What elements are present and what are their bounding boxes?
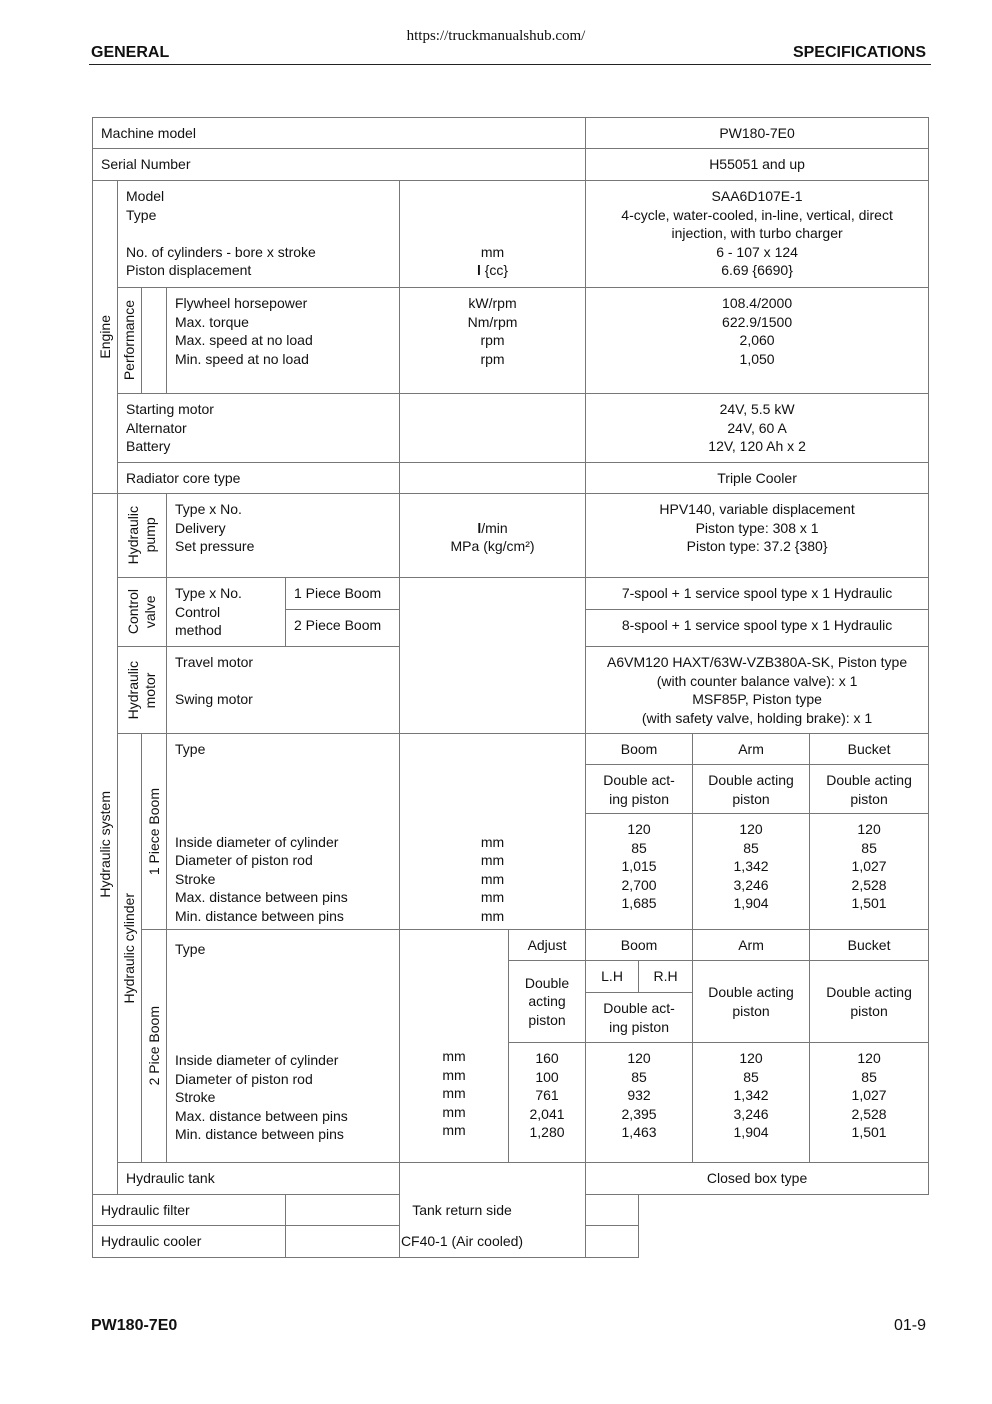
- pump-values: HPV140, variable displacement Piston type: 308 x 1 Piston type: 37.2 {380}: [586, 494, 929, 578]
- one-piece-header-boom: Boom: [586, 734, 693, 765]
- engine-spec-labels: Model Type No. of cylinders - bore x stroke Piston displacement: [118, 181, 400, 288]
- source-url: https://truckmanualshub.com/: [406, 28, 586, 44]
- section-title: GENERAL: [91, 44, 170, 61]
- performance-spacer: [142, 288, 167, 394]
- two-piece-values-bucket: 120 85 1,027 2,528 1,501: [810, 1043, 929, 1163]
- two-piece-labels: Type Inside diameter of cylinder Diameter of piston rod Stroke Max. distance between pins Min. distance between pins: [167, 930, 400, 1163]
- two-piece-header-bucket: Bucket: [810, 930, 929, 961]
- engine-spec-units: mm l {cc}: [400, 181, 586, 288]
- pump-units: l/min MPa (kg/cm²): [400, 494, 586, 578]
- table-row: [93, 734, 929, 765]
- valve-group-label: Control valve: [118, 578, 167, 647]
- engine-spec-values: SAA6D107E-1 4-cycle, water-cooled, in-line, vertical, direct injection, with turbo charger 6 - 107 x 124 6.69 {6690}: [586, 181, 929, 288]
- table-row: [93, 1226, 929, 1258]
- performance-values: 108.4/2000 622.9/1500 2,060 1,050: [586, 288, 929, 394]
- performance-units: kW/rpm Nm/rpm rpm rpm: [400, 288, 586, 394]
- electric-labels: Starting motor Alternator Battery: [118, 394, 400, 463]
- filter-value: Tank return side: [286, 1195, 639, 1226]
- tank-label: Hydraulic tank: [118, 1163, 400, 1195]
- performance-group-label: Performance: [118, 288, 142, 394]
- one-piece-values-bucket: 120 85 1,027 2,528 1,501: [810, 814, 929, 930]
- two-piece-header-adjust: Adjust: [509, 930, 586, 961]
- valve-value-1piece: 7-spool + 1 service spool type x 1 Hydraulic: [586, 578, 929, 610]
- one-piece-values-arm: 120 85 1,342 3,246 1,904: [693, 814, 810, 930]
- table-row: [93, 1163, 929, 1195]
- serial-number-value: H55051 and up: [586, 149, 929, 181]
- two-piece-header-boom: Boom: [586, 930, 693, 961]
- engine-group-label: Engine: [93, 181, 118, 494]
- table-row: [93, 1195, 929, 1226]
- specifications-table: [92, 117, 929, 1258]
- cooler-label: Hydraulic cooler: [93, 1226, 286, 1258]
- two-piece-boom-label: 2 Pice Boom: [142, 930, 167, 1163]
- two-piece-boom-lh: L.H: [586, 961, 639, 993]
- two-piece-values-arm: 120 85 1,342 3,246 1,904: [693, 1043, 810, 1163]
- cooler-value: CF40-1 (Air cooled): [286, 1226, 639, 1258]
- footer-model: PW180-7E0: [91, 1317, 178, 1334]
- one-piece-header-bucket: Bucket: [810, 734, 929, 765]
- motor-labels: Travel motor Swing motor: [167, 647, 400, 734]
- table-row: [93, 118, 929, 149]
- table-row: [93, 288, 929, 394]
- two-piece-boom-rh: R.H: [639, 961, 693, 993]
- motor-group-label: Hydraulic motor: [118, 647, 167, 734]
- one-piece-type-bucket: Double acting piston: [810, 765, 929, 814]
- page-number: 01-9: [893, 1317, 926, 1334]
- performance-labels: Flywheel horsepower Max. torque Max. speed at no load Min. speed at no load: [167, 288, 400, 394]
- table-row: [93, 930, 929, 961]
- electric-values: 24V, 5.5 kW 24V, 60 A 12V, 120 Ah x 2: [586, 394, 929, 463]
- radiator-label: Radiator core type: [118, 463, 400, 494]
- two-piece-type-bucket: Double acting piston: [810, 961, 929, 1043]
- one-piece-type-arm: Double acting piston: [693, 765, 810, 814]
- table-row: [93, 149, 929, 181]
- valve-labels: Type x No. Control method: [167, 578, 286, 647]
- two-piece-units: mm mm mm mm mm: [400, 930, 509, 1163]
- one-piece-labels: Type Inside diameter of cylinder Diameter of piston rod Stroke Max. distance between pins Min. distance between pins: [167, 734, 400, 930]
- cylinder-group-label: Hydraulic cylinder: [118, 734, 142, 1163]
- valve-motor-units: [400, 578, 586, 734]
- header-rule: [89, 64, 931, 65]
- two-piece-type-boom: Double act- ing piston: [586, 993, 693, 1043]
- two-piece-header-arm: Arm: [693, 930, 810, 961]
- radiator-unit: [400, 463, 586, 494]
- radiator-value: Triple Cooler: [586, 463, 929, 494]
- serial-number-label: Serial Number: [93, 149, 586, 181]
- filter-label: Hydraulic filter: [93, 1195, 286, 1226]
- valve-option-2piece: 2 Piece Boom: [286, 610, 400, 647]
- pump-group-label: Hydraulic pump: [118, 494, 167, 578]
- table-row: [93, 578, 929, 610]
- one-piece-type-boom: Double act- ing piston: [586, 765, 693, 814]
- chapter-title: SPECIFICATIONS: [792, 44, 926, 61]
- hydraulic-system-group-label: Hydraulic system: [93, 494, 118, 1195]
- table-row: [93, 181, 929, 288]
- table-row: [93, 394, 929, 463]
- one-piece-boom-label: 1 Piece Boom: [142, 734, 167, 930]
- one-piece-header-arm: Arm: [693, 734, 810, 765]
- pump-labels: Type x No. Delivery Set pressure: [167, 494, 400, 578]
- tank-value: Closed box type: [586, 1163, 929, 1195]
- electric-units: [400, 394, 586, 463]
- machine-model-value: PW180-7E0: [586, 118, 929, 149]
- two-piece-type-adjust: Double acting piston: [509, 961, 586, 1043]
- valve-value-2piece: 8-spool + 1 service spool type x 1 Hydraulic: [586, 610, 929, 647]
- two-piece-values-adjust: 160 100 761 2,041 1,280: [509, 1043, 586, 1163]
- valve-option-1piece: 1 Piece Boom: [286, 578, 400, 610]
- machine-model-label: Machine model: [93, 118, 586, 149]
- table-row: [93, 463, 929, 494]
- two-piece-type-arm: Double acting piston: [693, 961, 810, 1043]
- one-piece-values-boom: 120 85 1,015 2,700 1,685: [586, 814, 693, 930]
- two-piece-values-boom: 120 85 932 2,395 1,463: [586, 1043, 693, 1163]
- motor-values: A6VM120 HAXT/63W-VZB380A-SK, Piston type (with counter balance valve): x 1 MSF85P, Piston type (with safety valve, holding brake): x 1: [586, 647, 929, 734]
- one-piece-units: mm mm mm mm mm: [400, 734, 586, 930]
- table-row: [93, 494, 929, 578]
